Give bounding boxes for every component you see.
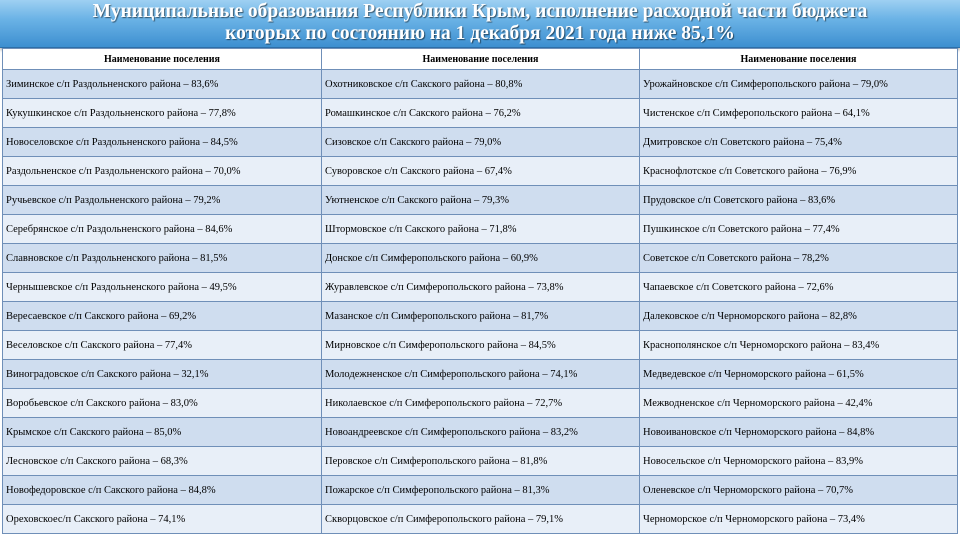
table-row xyxy=(3,302,958,331)
table-row xyxy=(3,389,958,418)
column-header: Наименование поселения xyxy=(640,49,958,70)
table-cell: Межводненское с/п Черноморского района – 42,4% xyxy=(640,389,958,418)
table-row xyxy=(3,331,958,360)
table-cell: Николаевское с/п Симферопольского района – 72,7% xyxy=(322,389,640,418)
table-cell: Урожайновское с/п Симферопольского района – 79,0% xyxy=(640,70,958,99)
table-cell: Пожарское с/п Симферопольского района – 81,3% xyxy=(322,476,640,505)
table-row xyxy=(3,476,958,505)
table-cell: Медведевское с/п Черноморского района – 61,5% xyxy=(640,360,958,389)
table-cell: Ручьевское с/п Раздольненского района – 79,2% xyxy=(3,186,322,215)
table-row xyxy=(3,273,958,302)
table-cell: Чернышевское с/п Раздольненского района – 49,5% xyxy=(3,273,322,302)
table-row xyxy=(3,157,958,186)
table-header-row xyxy=(3,49,958,70)
table-cell: Новоандреевское с/п Симферопольского района – 83,2% xyxy=(322,418,640,447)
table-row xyxy=(3,70,958,99)
table-row xyxy=(3,244,958,273)
table-cell: Воробьевское с/п Сакского района – 83,0% xyxy=(3,389,322,418)
table-cell: Перовское с/п Симферопольского района – 81,8% xyxy=(322,447,640,476)
table-cell: Ромашкинское с/п Сакского района – 76,2% xyxy=(322,99,640,128)
table-cell: Сизовское с/п Сакского района – 79,0% xyxy=(322,128,640,157)
table-cell: Советское с/п Советского района – 78,2% xyxy=(640,244,958,273)
settlements-table xyxy=(2,48,958,534)
table-cell: Уютненское с/п Сакского района – 79,3% xyxy=(322,186,640,215)
table-cell: Оленевское с/п Черноморского района – 70,7% xyxy=(640,476,958,505)
table-cell: Крымское с/п Сакского района – 85,0% xyxy=(3,418,322,447)
table-cell: Черноморское с/п Черноморского района – 73,4% xyxy=(640,505,958,534)
column-header: Наименование поселения xyxy=(3,49,322,70)
title-bar xyxy=(0,0,960,48)
table-cell: Донское с/п Симферопольского района – 60,9% xyxy=(322,244,640,273)
table-row xyxy=(3,418,958,447)
table-cell: Краснополянское с/п Черноморского района – 83,4% xyxy=(640,331,958,360)
table-cell: Мирновское с/п Симферопольского района – 84,5% xyxy=(322,331,640,360)
table-row xyxy=(3,186,958,215)
table-cell: Прудовское с/п Советского района – 83,6% xyxy=(640,186,958,215)
table-cell: Пушкинское с/п Советского района – 77,4% xyxy=(640,215,958,244)
table-row xyxy=(3,99,958,128)
table-cell: Чистенское с/п Симферопольского района – 64,1% xyxy=(640,99,958,128)
title-line-2: которых по состоянию на 1 декабря 2021 года ниже 85,1% xyxy=(225,23,735,44)
table-cell: Краснофлотское с/п Советского района – 76,9% xyxy=(640,157,958,186)
table-cell: Новоивановское с/п Черноморского района – 84,8% xyxy=(640,418,958,447)
table-row xyxy=(3,215,958,244)
table-cell: Вересаевское с/п Сакского района – 69,2% xyxy=(3,302,322,331)
column-header: Наименование поселения xyxy=(322,49,640,70)
table-cell: Мазанское с/п Симферопольского района – 81,7% xyxy=(322,302,640,331)
table-cell: Зиминское с/п Раздольненского района – 83,6% xyxy=(3,70,322,99)
page-title xyxy=(10,1,950,45)
table-row xyxy=(3,447,958,476)
table-cell: Новосельское с/п Черноморского района – 83,9% xyxy=(640,447,958,476)
table-cell: Дмитровское с/п Советского района – 75,4% xyxy=(640,128,958,157)
table-row xyxy=(3,360,958,389)
table-cell: Виноградовское с/п Сакского района – 32,1% xyxy=(3,360,322,389)
table-cell: Веселовское с/п Сакского района – 77,4% xyxy=(3,331,322,360)
table-cell: Молодежненское с/п Симферопольского района – 74,1% xyxy=(322,360,640,389)
table-cell: Славновское с/п Раздольненского района – 81,5% xyxy=(3,244,322,273)
table-row xyxy=(3,505,958,534)
table-cell: Суворовское с/п Сакского района – 67,4% xyxy=(322,157,640,186)
title-line-1: Муниципальные образования Республики Крым, исполнение расходной части бюджета xyxy=(92,1,868,22)
table-cell: Ореховскоес/п Сакского района – 74,1% xyxy=(3,505,322,534)
table-cell: Журавлевское с/п Симферопольского района – 73,8% xyxy=(322,273,640,302)
table-cell: Новофедоровское с/п Сакского района – 84,8% xyxy=(3,476,322,505)
table-cell: Раздольненское с/п Раздольненского района – 70,0% xyxy=(3,157,322,186)
table-cell: Штормовское с/п Сакского района – 71,8% xyxy=(322,215,640,244)
table-cell: Новоселовское с/п Раздольненского района – 84,5% xyxy=(3,128,322,157)
table-cell: Скворцовское с/п Симферопольского района – 79,1% xyxy=(322,505,640,534)
table-cell: Серебрянское с/п Раздольненского района – 84,6% xyxy=(3,215,322,244)
table-cell: Далековское с/п Черноморского района – 82,8% xyxy=(640,302,958,331)
table-cell: Охотниковское с/п Сакского района – 80,8% xyxy=(322,70,640,99)
table-cell: Лесновское с/п Сакского района – 68,3% xyxy=(3,447,322,476)
table-cell: Кукушкинское с/п Раздольненского района – 77,8% xyxy=(3,99,322,128)
table-row xyxy=(3,128,958,157)
table-cell: Чапаевское с/п Советского района – 72,6% xyxy=(640,273,958,302)
